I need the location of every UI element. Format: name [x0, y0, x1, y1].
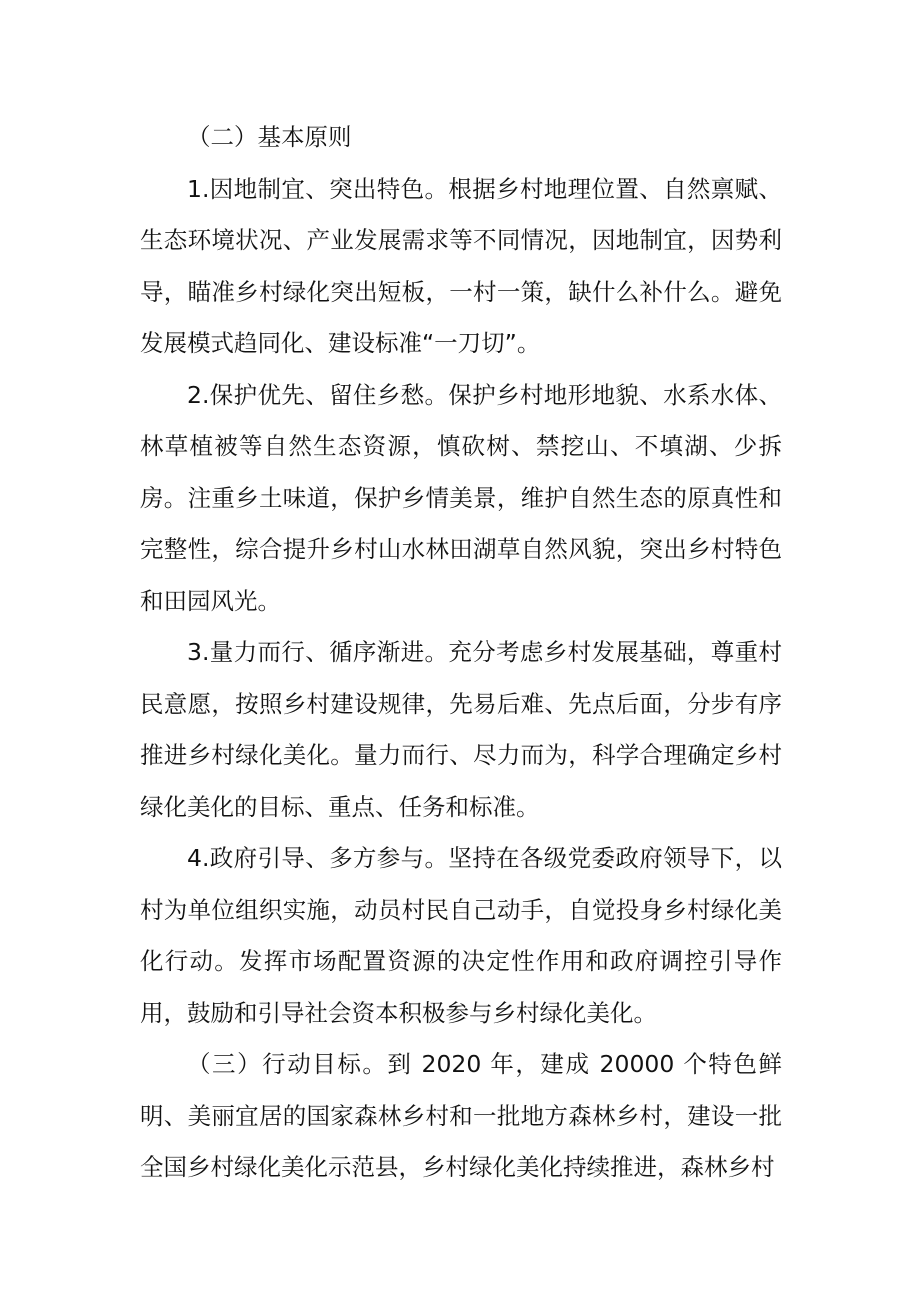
paragraph-principle-3: 3.量力而行、循序渐进。充分考虑乡村发展基础，尊重村民意愿，按照乡村建设规律，先易后难、先点后面，分步有序推进乡村绿化美化。量力而行、尽力而为，科学合理确定乡村绿化美化的目标、重点、任务和标准。 — [140, 638, 782, 821]
section-heading: （二）基本原则 — [187, 123, 352, 151]
document-body — [140, 112, 782, 1194]
paragraph-principle-2: 2.保护优先、留住乡愁。保护乡村地形地貌、水系水体、林草植被等自然生态资源，慎砍树、禁挖山、不填湖、少拆房。注重乡土味道，保护乡情美景，维护自然生态的原真性和完整性，综合提升乡村山水林田湖草自然风貌，突出乡村特色和田园风光。 — [140, 380, 782, 615]
paragraph-principle-4: 4.政府引导、多方参与。坚持在各级党委政府领导下，以村为单位组织实施，动员村民自己动手，自觉投身乡村绿化美化行动。发挥市场配置资源的决定性作用和政府调控引导作用，鼓励和引导社会资本积极参与乡村绿化美化。 — [140, 844, 782, 1027]
paragraph-principle-1: 1.因地制宜、突出特色。根据乡村地理位置、自然禀赋、生态环境状况、产业发展需求等不同情况，因地制宜，因势利导，瞄准乡村绿化突出短板，一村一策，缺什么补什么。避免发展模式趋同化、建设标准“一刀切”。 — [140, 174, 782, 357]
paragraph-action-goals: （三）行动目标。到 2020 年，建成 20000 个特色鲜明、美丽宜居的国家森林乡村和一批地方森林乡村，建设一批全国乡村绿化美化示范县，乡村绿化美化持续推进，森林乡村 — [140, 1050, 782, 1181]
